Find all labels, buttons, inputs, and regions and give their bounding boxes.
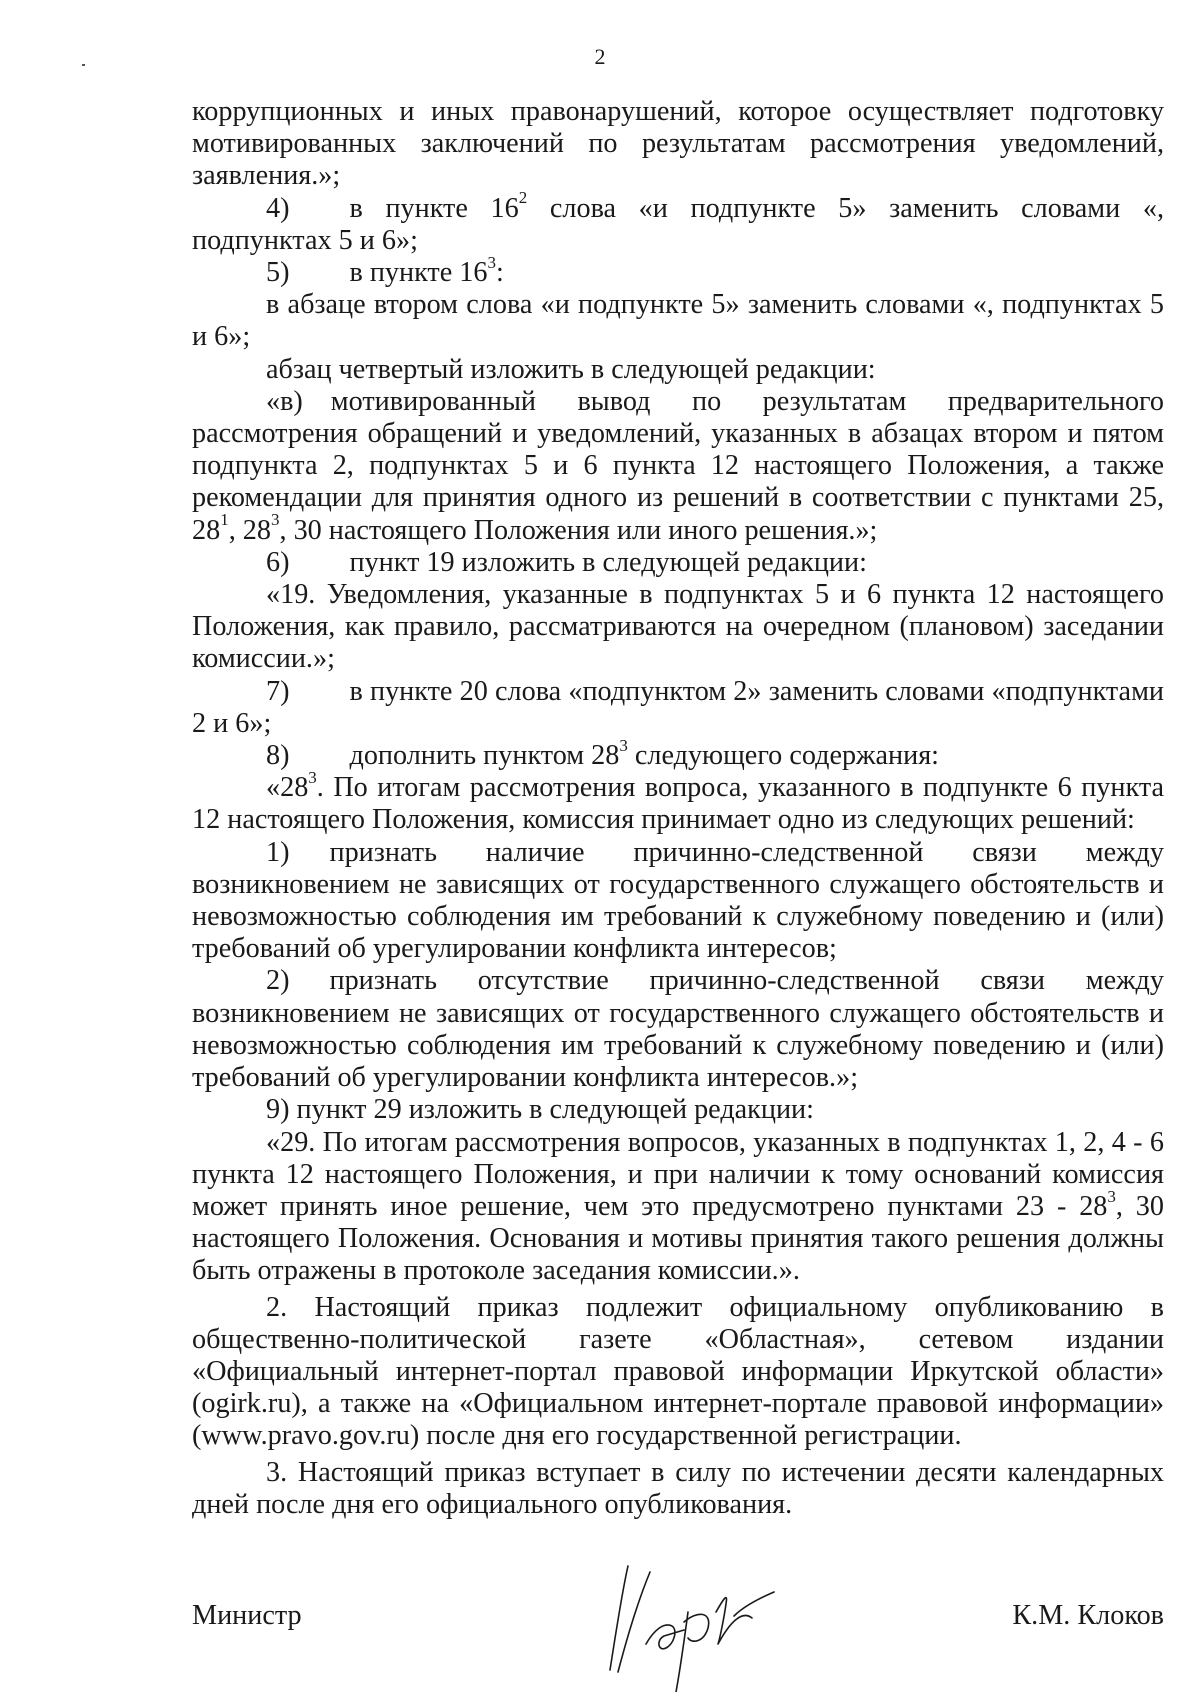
- item-text: в пункте 16: [349, 257, 488, 289]
- paragraph-text: 2. Настоящий приказ подлежит официальному опубликованию в общественно-политической газете «Областная», сетевом издании «Официальный интернет-портал правовой информации Иркутской области» (ogirk.ru), а также на «Официальном интернет-портале правовой информации» (www.pravo.gov.ru) после дня его государственной регистрации.: [192, 1291, 1164, 1452]
- superscript: 3: [1107, 1186, 1116, 1206]
- quoted-paragraph-v: [192, 386, 1164, 547]
- item-number: «в): [266, 385, 303, 417]
- superscript: 3: [487, 252, 496, 272]
- superscript: 1: [220, 510, 229, 530]
- signatory-name: К.М. Клоков: [1012, 1600, 1164, 1631]
- item-text: в пункте 16: [349, 192, 519, 224]
- document-body: [192, 96, 1164, 1521]
- list-item-8: [192, 735, 1164, 772]
- paragraph-text: 3. Настоящий приказ вступает в силу по истечении десяти календарных дней после дня его официального опубликования.: [192, 1456, 1164, 1520]
- paragraph: [192, 96, 1164, 193]
- paragraph-text: абзац четвертый изложить в следующей редакции:: [266, 353, 876, 385]
- item-text: следующего содержания:: [627, 740, 940, 772]
- item-text: пункт 19 изложить в следующей редакции:: [349, 546, 867, 578]
- item-text: мотивированный вывод по результатам предварительного рассмотрения обращений и уведомлений, указанных в абзацах втором и пятом подпункта 2, подпунктах 5 и 6 пункта 12 настоящего Положения, а также рекомендации для принятия одного из решений в соответствии с пунктами 25, 28: [192, 385, 1164, 546]
- item-text: :: [496, 257, 504, 289]
- superscript: 3: [270, 510, 280, 530]
- item-number: 4): [266, 192, 290, 224]
- item-text: «29. По итогам рассмотрения вопросов, указанных в подпунктах 1, 2, 4 - 6 пункта 12 настоящего Положения, и при наличии к тому оснований комиссия может принять иное решение, чем это предусмотрено пунктами 23 - 28: [192, 1126, 1164, 1222]
- paragraph-text: 9) пункт 29 изложить в следующей редакции:: [266, 1094, 814, 1126]
- item-number: 5): [266, 257, 290, 289]
- list-item-6: [192, 547, 1164, 579]
- item-text: в пункте 20 слова «подпунктом 2» заменить словами «подпунктами 2 и 6»;: [192, 675, 1164, 739]
- page-number: 2: [594, 44, 606, 69]
- item-number: 6): [266, 546, 290, 578]
- signatory-title: Министр: [192, 1600, 302, 1631]
- item-text: , 30 настоящего Положения или иного решения.»;: [279, 514, 878, 546]
- quoted-paragraph-19: [192, 579, 1164, 676]
- paragraph: [192, 289, 1164, 353]
- superscript: 3: [308, 767, 317, 787]
- item-text: , 30 настоящего Положения. Основания и мотивы принятия такого решения должны быть отражены в протоколе заседания комиссии.».: [192, 1190, 1164, 1287]
- paragraph: [192, 354, 1164, 386]
- item-text: «28: [266, 772, 309, 804]
- list-item-9: [192, 1094, 1164, 1126]
- sub-item-1: [192, 837, 1164, 966]
- paragraph-text: коррупционных и иных правонарушений, которое осуществляет подготовку мотивированных заключений по результатам рассмотрения уведомлений, заявления.»;: [192, 96, 1164, 192]
- item-text: признать наличие причинно-следственной связи между возникновением не зависящих от государственного служащего обстоятельств и невозможностью соблюдения им требований к служебному поведению и (или) требований об урегулировании конфликта интересов;: [192, 836, 1164, 965]
- item-text: . По итогам рассмотрения вопроса, указанного в подпункте 6 пункта 12 настоящего Положения, комиссия принимает одно из следующих решений:: [192, 772, 1164, 836]
- item-text: слова «и подпункте 5» заменить словами «, подпунктах 5 и 6»;: [192, 192, 1164, 256]
- clause-2: [192, 1292, 1164, 1453]
- item-number: 8): [266, 740, 290, 772]
- item-text: дополнить пунктом 28: [349, 740, 620, 772]
- list-item-7: [192, 676, 1164, 740]
- item-number: 1): [266, 836, 290, 868]
- paragraph-text: «19. Уведомления, указанные в подпунктах 5 и 6 пункта 12 настоящего Положения, как правило, рассматриваются на очередном (плановом) заседании комиссии.»;: [192, 579, 1164, 675]
- handwritten-signature: [588, 1552, 788, 1692]
- superscript: 3: [619, 735, 628, 755]
- superscript: 2: [518, 188, 528, 208]
- signature-block: [192, 1552, 1164, 1692]
- list-item-4: [192, 188, 1164, 257]
- item-number: 2): [266, 965, 290, 997]
- list-item-5: [192, 252, 1164, 289]
- paragraph-text: в абзаце втором слова «и подпункте 5» заменить словами «, подпунктах 5 и 6»;: [192, 289, 1164, 353]
- clause-3: [192, 1457, 1164, 1521]
- item-text: признать отсутствие причинно-следственной связи между возникновением не зависящих от государственного служащего обстоятельств и невозможностью соблюдения им требований к служебному поведению и (или) требований об урегулировании конфликта интересов.»;: [192, 965, 1164, 1094]
- quoted-paragraph-28-3: [192, 767, 1164, 836]
- item-text: , 28: [228, 514, 271, 546]
- quoted-paragraph-29: [192, 1127, 1164, 1288]
- item-number: 7): [266, 675, 290, 707]
- sub-item-2: [192, 965, 1164, 1094]
